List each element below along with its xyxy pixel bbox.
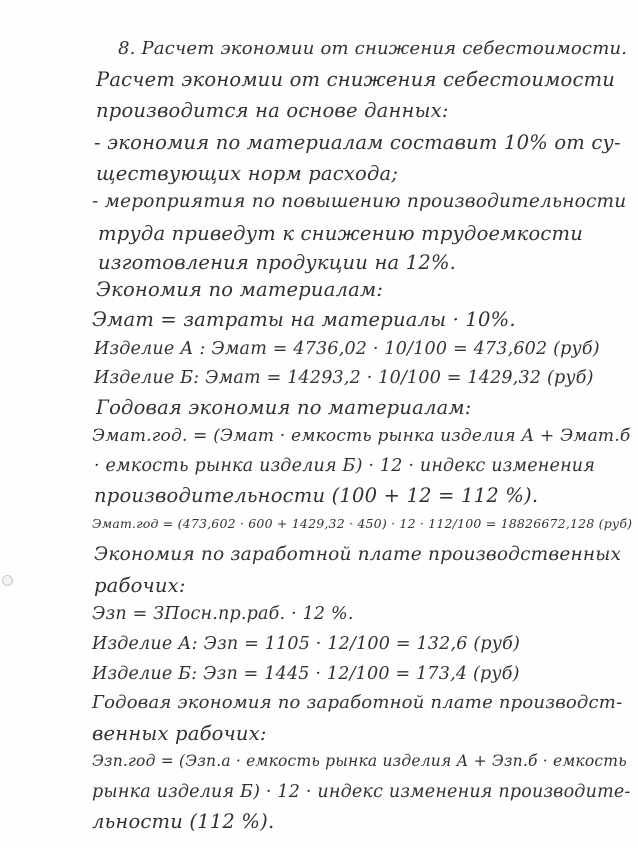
- formula-line: Изделие Б: Эзп = 1445 · 12/100 = 173,4 (руб): [92, 664, 520, 684]
- text-line: рабочих:: [94, 574, 186, 597]
- text-line: ществующих норм расхода;: [96, 162, 399, 185]
- formula-line: Эмат = затраты на материалы · 10%.: [92, 308, 516, 331]
- formula-line: · емкость рынка изделия Б) · 12 · индекс изменения: [94, 456, 596, 476]
- text-line: труда приведут к снижению трудоемкости: [98, 222, 584, 245]
- formula-line: Эмат.год = (473,602 · 600 + 1429,32 · 450) · 12 · 112/100 = 18826672,128 (руб): [92, 516, 633, 531]
- text-line: - экономия по материалам составит 10% от су-: [94, 131, 621, 154]
- section-heading: 8. Расчет экономии от снижения себестоимости.: [118, 38, 628, 59]
- formula-line: Изделие А: Эзп = 1105 · 12/100 = 132,6 (руб): [92, 634, 521, 654]
- text-line: Расчет экономии от снижения себестоимости: [96, 68, 616, 91]
- text-line: Годовая экономия по материалам:: [96, 396, 472, 419]
- formula-line: Эзп = ЗПосн.пр.раб. · 12 %.: [92, 604, 354, 624]
- text-line: Годовая экономия по заработной плате производст-: [92, 692, 623, 713]
- formula-line: рынка изделия Б) · 12 · индекс изменения производите-: [92, 782, 631, 802]
- text-line: Экономия по материалам:: [96, 278, 384, 301]
- formula-line: Эзп.год = (Эзп.а · емкость рынка изделия А + Эзп.б · емкость: [92, 752, 627, 770]
- formula-line: Эмат.год. = (Эмат · емкость рынка изделия А + Эмат.б: [92, 426, 631, 446]
- text-line: венных рабочих:: [92, 722, 267, 745]
- formula-line: Изделие А : Эмат = 4736,02 · 10/100 = 473,602 (руб): [94, 339, 600, 359]
- text-line: производится на основе данных:: [96, 99, 449, 122]
- punch-hole-mark: [2, 575, 13, 586]
- text-line: льности (112 %).: [92, 810, 275, 833]
- text-line: - мероприятия по повышению производительности: [92, 191, 627, 212]
- text-line: Экономия по заработной плате производственных: [94, 544, 622, 565]
- text-line: изготовления продукции на 12%.: [98, 251, 457, 274]
- formula-line: Изделие Б: Эмат = 14293,2 · 10/100 = 1429,32 (руб): [94, 368, 594, 388]
- text-line: производительности (100 + 12 = 112 %).: [94, 484, 539, 507]
